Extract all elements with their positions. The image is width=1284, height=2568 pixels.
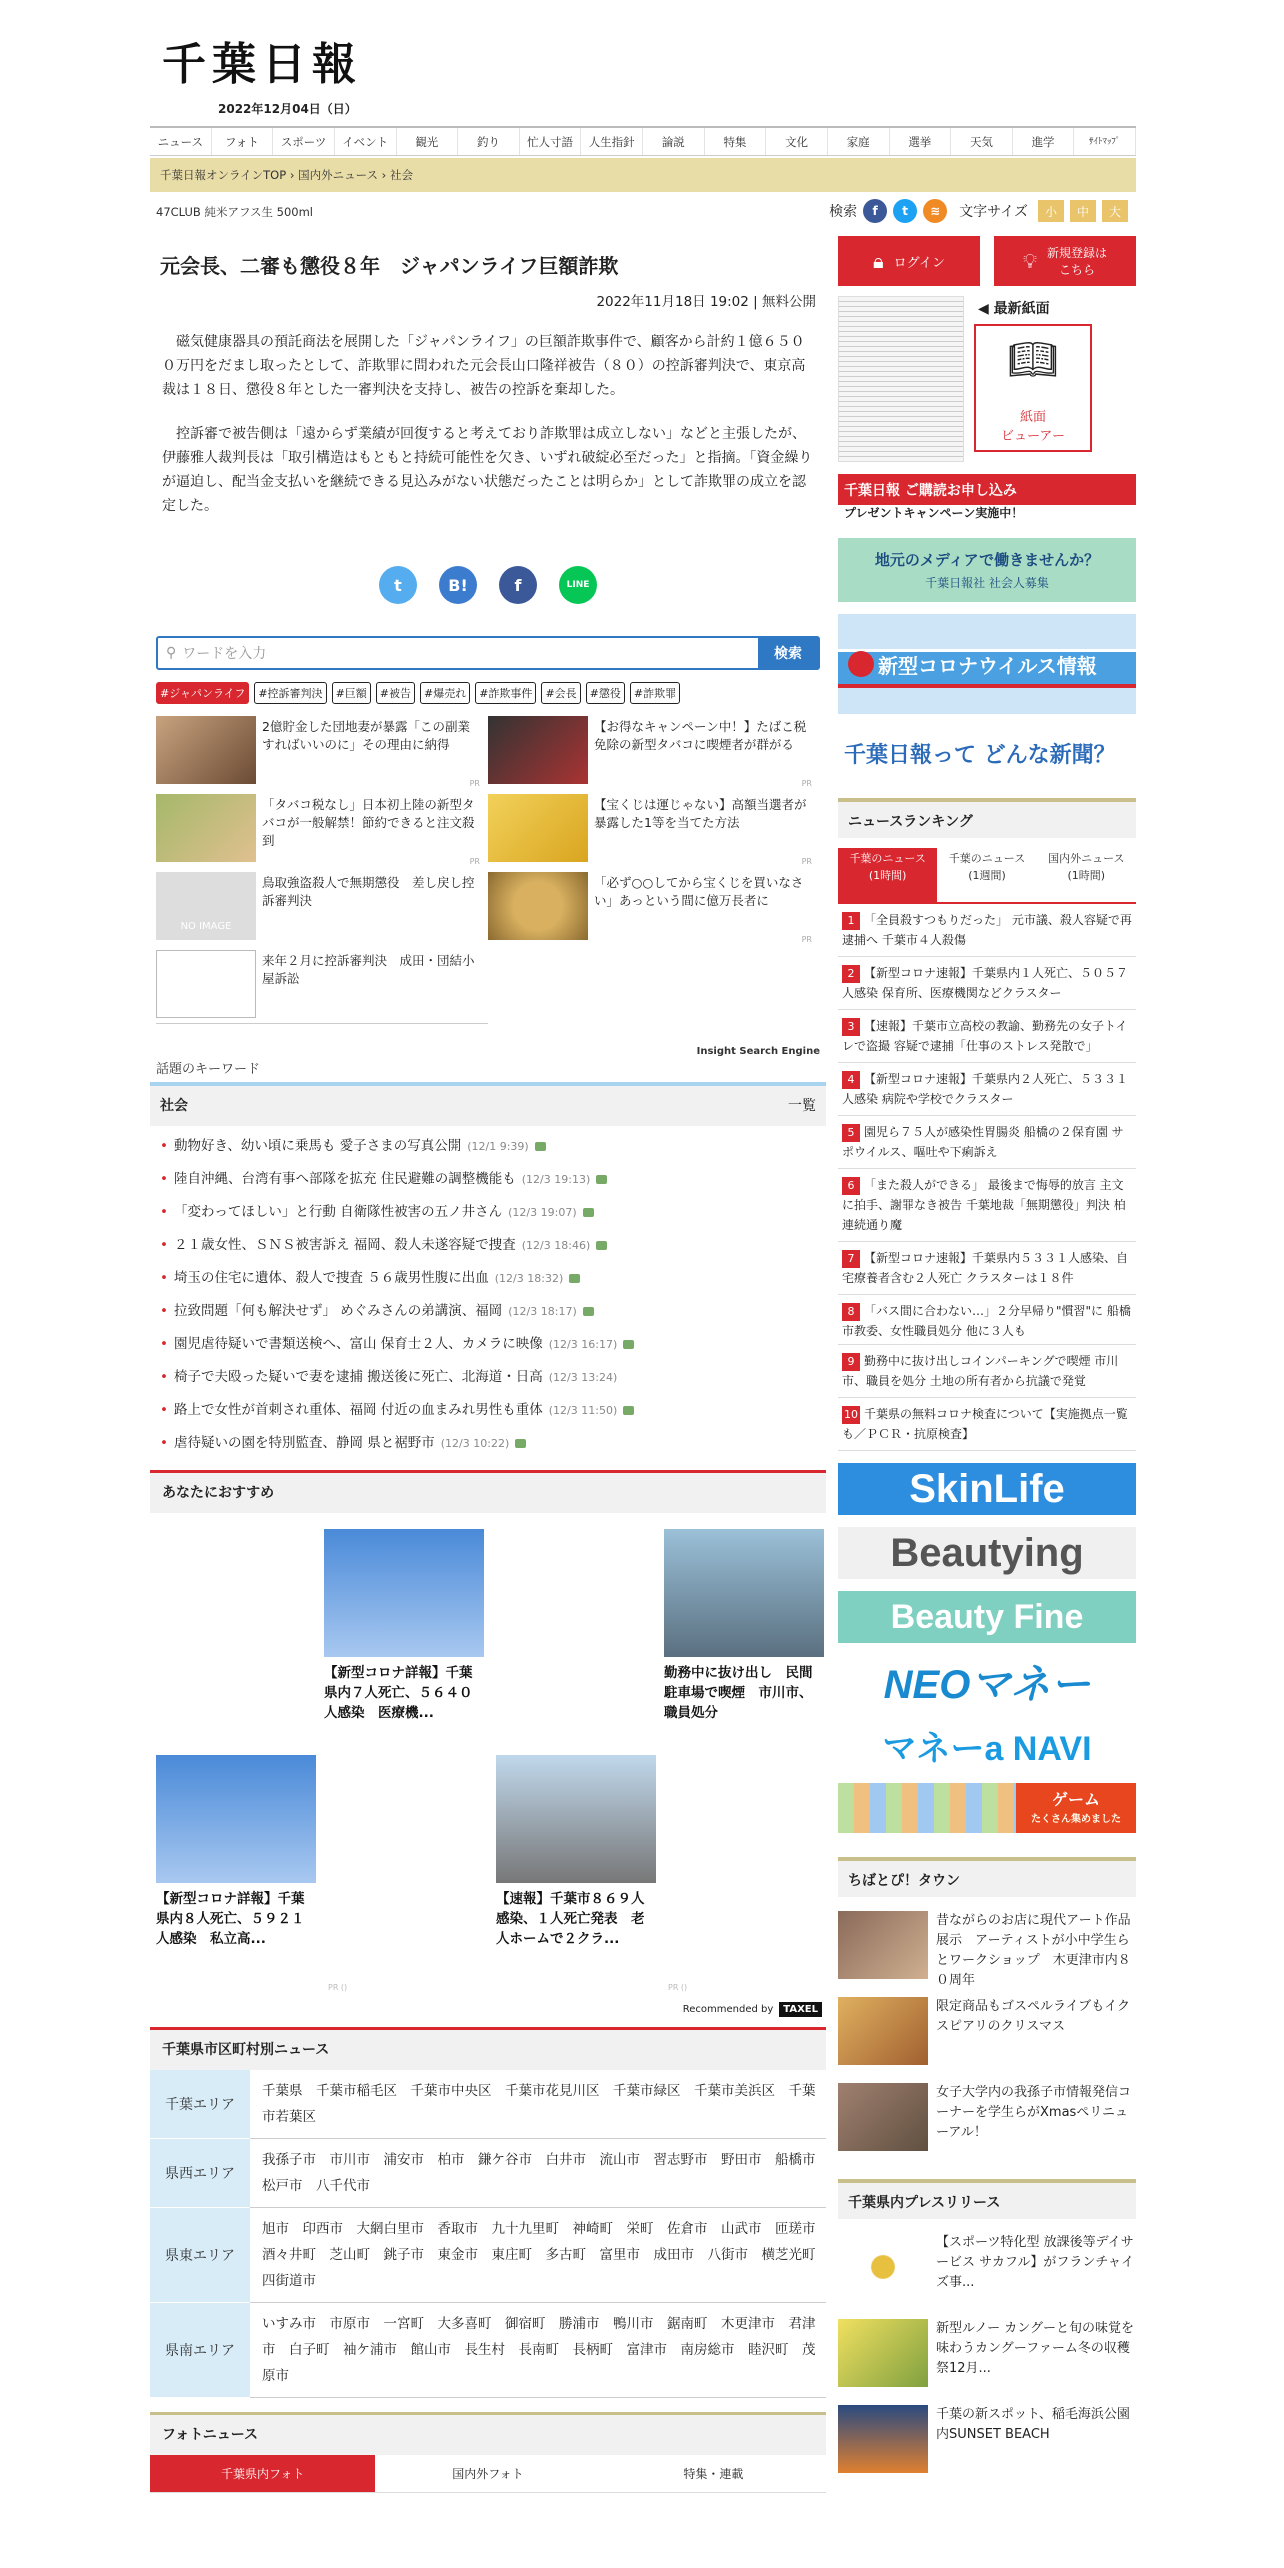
sidebar (838, 236, 1136, 2445)
news-item[interactable]: • 陸自沖縄、台湾有事へ部隊を拡充 住民避難の調整機能も (12/3 19:13) (160, 1163, 816, 1196)
thumbnail (156, 794, 256, 862)
nav-item[interactable]: 特集 (705, 128, 767, 155)
section-title: 千葉県内プレスリリース (838, 2179, 1136, 2219)
keyword-label: 話題のキーワード (156, 1062, 261, 1077)
town-item[interactable]: 女子大学内の我孫子市情報発信コーナーを学生らがXmasペリニューアル！ (838, 2083, 1136, 2155)
tab-chiba-hour[interactable]: 千葉のニュース (1時間) (838, 848, 937, 902)
article-body (150, 330, 826, 518)
recommend-credit: Recommended by TAXEL (683, 2002, 822, 2017)
breadcrumb-category[interactable]: 国内外ニュース (298, 168, 379, 182)
site-header (150, 0, 1136, 120)
press-item[interactable]: 千葉の新スポット、稲毛海浜公園内SUNSET BEACH (838, 2405, 1136, 2445)
tag[interactable]: #ジャパンライフ (156, 682, 249, 704)
share-twitter-icon[interactable]: t (379, 566, 417, 604)
article-date: 2022年11月18日 19:02 | 無料公開 (596, 294, 816, 310)
ad-banner-beautyfine[interactable]: Beauty Fine (838, 1591, 1136, 1643)
subscription-banner[interactable]: 千葉日報 ご購読お申し込み プレゼントキャンペーン実施中！ (838, 474, 1136, 526)
article-title: 元会長、二審も懲役８年 ジャパンライフ巨額詐欺 (160, 254, 619, 278)
share-buttons (150, 566, 826, 604)
nav-item[interactable]: 文化 (766, 128, 828, 155)
thumbnail (488, 872, 588, 940)
camera-icon (623, 1406, 634, 1415)
related-item[interactable]: NO IMAGE 鳥取強盗殺人で無期懲役 差し戻し控訴審判決 (156, 868, 488, 946)
press-item[interactable]: 【スポーツ特化型 放課後等デイサービス サカフル】がフランチャイズ事... (838, 2233, 1136, 2305)
text-ad[interactable]: 47CLUB 純米アフス生 500ml (156, 205, 314, 219)
more-link[interactable]: 一覧 (788, 1098, 816, 1114)
section-title: ちばとぴ！タウン (838, 1857, 1136, 1897)
camera-icon (623, 1340, 634, 1349)
fontsize-label: 文字サイズ (959, 204, 1028, 220)
utility-bar (150, 196, 1136, 226)
thumbnail (496, 1755, 656, 1883)
article-paragraph: 控訴審で被告側は「遠からず業績が回復すると考えており詐欺罪は成立しない」などと主張したが、伊藤雅人裁判長は「取引構造はもともと持続可能性を欠き、いずれ破綻必至だった」と指摘。「資金繰りが逼迫し、配当金支払いを継続できる見込みがない状態だったことは明らか」として詐欺罪の成立を認定した。 (162, 426, 813, 514)
keyword-tags (156, 682, 820, 704)
related-item[interactable]: 「必ず○○してから宝くじを買いなさい」あっという間に億万長者に PR (488, 868, 820, 946)
site-logo[interactable]: 千葉日報 (162, 39, 362, 90)
ranking-item[interactable]: 5 園児ら７５人が感染性胃腸炎 船橋の２保育園 サポウイルス、嘔吐や下痢訴え (838, 1116, 1136, 1169)
camera-icon (583, 1208, 594, 1217)
news-item[interactable]: • 園児虐待疑いで書類送検へ、富山 保育士２人、カメラに映像 (12/3 16:17) (160, 1328, 816, 1361)
related-item[interactable]: 【宝くじは運じゃない】高額当選者が暴露した1等を当てた方法 PR (488, 790, 820, 868)
news-item[interactable]: • 拉致問題「何も解決せず」 めぐみさんの弟講演、福岡 (12/3 18:17) (160, 1295, 816, 1328)
town-item[interactable]: 限定商品もゴスペルライブもイクスピアリのクリスマス (838, 1997, 1136, 2069)
tab-chiba-week[interactable]: 千葉のニュース (1週間) (948, 852, 1026, 882)
fontsize-large-button[interactable]: 大 (1102, 200, 1128, 222)
nav-item[interactable]: 選挙 (890, 128, 952, 155)
news-item[interactable]: • 動物好き、幼い頃に乗馬も 愛子さまの写真公開 (12/1 9:39) (160, 1130, 816, 1163)
tag[interactable]: #会長 (541, 682, 580, 704)
related-item[interactable]: 【お得なキャンペーン中！】たばこ税免除の新型タバコに喫煙者が群がる PR (488, 712, 820, 790)
newspaper-thumbnail[interactable] (838, 296, 964, 462)
related-item[interactable]: 2億貯金した団地妻が暴露「この副業すればいいのに」その理由に納得 PR (156, 712, 488, 790)
tag[interactable]: #詐欺罪 (630, 682, 680, 704)
article-paragraph: 磁気健康器具の預託商法を展開した「ジャパンライフ」の巨額詐欺事件で、顧客から計約１億６５００万円をだまし取ったとして、詐欺罪に問われた元会長山口隆祥被告（８０）の控訴審判決で、東京高裁は１８日、懲役８年とした一審判決を支持し、被告の控訴を棄却した。 (162, 334, 806, 398)
latest-edition-label: ◀ 最新紙面 (978, 301, 1050, 317)
tag[interactable]: #懲役 (586, 682, 625, 704)
ad-banner-skinlife[interactable]: SkinLife (838, 1463, 1136, 1515)
area-label: 県東エリア (150, 2208, 250, 2303)
section-title: フォトニュース (150, 2415, 826, 2455)
nav-item[interactable]: ニュース (150, 128, 212, 155)
ad-banner-moneyanavi[interactable]: マネーa NAVI (882, 1729, 1092, 1768)
nav-item[interactable]: イベント (335, 128, 397, 155)
twitter-icon[interactable]: t (893, 199, 917, 223)
reader-icon: 📖︎ (1007, 337, 1059, 383)
city-news-section (150, 2027, 829, 2398)
related-articles (156, 712, 820, 1024)
share-line-icon[interactable]: LINE (559, 566, 597, 604)
camera-icon (596, 1175, 607, 1184)
ad-banner-beautying[interactable]: Beautying (838, 1527, 1136, 1579)
search-input[interactable]: ⚲ ワードを入力 (166, 645, 267, 662)
area-label: 県南エリア (150, 2303, 250, 2398)
thumbnail (488, 716, 588, 784)
nav-item[interactable]: フォト (212, 128, 274, 155)
search-link[interactable]: 検索 (829, 204, 858, 220)
lock-icon: 🔒︎ (873, 249, 884, 273)
nav-item[interactable]: ｻｲﾄﾏｯﾌﾟ (1074, 128, 1136, 155)
tab-domestic-hour[interactable]: 国内外ニュース (1時間) (1048, 852, 1125, 882)
thumbnail (156, 950, 256, 1018)
section-title: ニュースランキング (838, 798, 1136, 838)
ranking-list (838, 902, 1136, 1451)
related-item[interactable]: 来年２月に控訴審判決 成田・団結小屋訴訟 (156, 946, 488, 1024)
rss-icon[interactable]: ≋ (923, 199, 947, 223)
section-title: 社会 (160, 1098, 188, 1114)
thumbnail (488, 794, 588, 862)
city-links[interactable]: 我孫子市 市川市 浦安市 柏市 鎌ケ谷市 白井市 流山市 習志野市 野田市 船橋市 松戸市 八千代市 (250, 2139, 826, 2208)
ranking-item[interactable]: 1 「全員殺すつもりだった」 元市議、殺人容疑で再逮捕へ 千葉市４人殺傷 (838, 904, 1136, 957)
nav-item[interactable]: 論説 (643, 128, 705, 155)
global-nav (150, 126, 1136, 156)
tag[interactable]: #控訴審判決 (254, 682, 326, 704)
nav-item[interactable]: 忙人寸語 (520, 128, 582, 155)
nav-item[interactable]: 天気 (951, 128, 1013, 155)
share-facebook-icon[interactable]: f (499, 566, 537, 604)
area-label: 県西エリア (150, 2139, 250, 2208)
viewer-button[interactable]: 📖︎ 紙面 ビューアー (974, 324, 1092, 452)
city-links[interactable]: 千葉県 千葉市稲毛区 千葉市中央区 千葉市花見川区 千葉市緑区 千葉市美浜区 千葉市若葉区 (250, 2070, 826, 2139)
tag[interactable]: #爆売れ (420, 682, 470, 704)
nav-item[interactable]: 観光 (397, 128, 459, 155)
recommend-item[interactable]: 勤務中に抜け出し 民間駐車場で喫煙 市川市、職員処分 (664, 1529, 824, 1723)
ranking-item[interactable]: 6 「また殺人ができる」 最後まで悔辱的放言 主文に拍手、謝罪なき被告 千葉地裁「無期懲役」判決 柏連続通り魔 (838, 1169, 1136, 1242)
search-engine-credit: Insight Search Engine (696, 1046, 820, 1057)
fontsize-small-button[interactable]: 小 (1038, 200, 1064, 222)
recommend-item[interactable]: 【速報】千葉市８６９人感染、１人死亡発表 老人ホームで２クラ... (496, 1755, 656, 1949)
breadcrumb: 千葉日報オンラインTOP › 国内外ニュース › 社会 (150, 158, 1136, 192)
press-item[interactable]: 新型ルノー カングーと旬の味覚を味わうカングーファーム冬の収穫祭12月... (838, 2319, 1136, 2391)
register-button[interactable]: 💡︎ 新規登録は こちら (994, 236, 1136, 286)
share-hatena-icon[interactable]: B! (439, 566, 477, 604)
search-icon: ⚲ (166, 645, 177, 661)
camera-icon (583, 1307, 594, 1316)
thumbnail (324, 1529, 484, 1657)
no-image-placeholder: NO IMAGE (156, 872, 256, 940)
search-button[interactable]: 検索 (758, 638, 818, 668)
news-item[interactable]: • 埼玉の住宅に遺体、殺人で捜査 ５６歳男性腹に出血 (12/3 18:32) (160, 1262, 816, 1295)
ranking-item[interactable]: 9 勤務中に抜け出しコインパーキングで喫煙 市川市、職員を処分 土地の所有者から抗議で発覚 (838, 1345, 1136, 1398)
news-item[interactable]: • 路上で女性が首刺され重体、福岡 付近の血まみれ男性も重体 (12/3 11:50) (160, 1394, 816, 1427)
thumbnail (156, 1755, 316, 1883)
camera-icon (535, 1142, 546, 1151)
news-item[interactable]: • ２１歳女性、ＳＮＳ被害訴え 福岡、殺人未遂容疑で捜査 (12/3 18:46) (160, 1229, 816, 1262)
site-search (156, 636, 820, 670)
related-item[interactable]: 「タバコ税なし」日本初上陸の新型タバコが一般解禁！節約できると注文殺到 PR (156, 790, 488, 868)
nav-item[interactable]: 家庭 (828, 128, 890, 155)
ranking-item[interactable]: 7 【新型コロナ速報】千葉県内５３３１人感染、自宅療養者含む２人死亡 クラスターは１８件 (838, 1242, 1136, 1295)
nav-item[interactable]: 人生指針 (581, 128, 643, 155)
breadcrumb-current[interactable]: 社会 (389, 168, 413, 182)
tag[interactable]: #詐欺事件 (475, 682, 536, 704)
nav-item[interactable]: 進学 (1013, 128, 1075, 155)
tab-feature-photo[interactable]: 特集・連載 (601, 2455, 826, 2493)
main-column (150, 236, 829, 2493)
nav-item[interactable]: 釣り (458, 128, 520, 155)
current-date: 2022年12月04日（日） (218, 102, 357, 116)
ranking-item[interactable]: 8 「バス間に合わない…」２分早帰り"慣習"に 船橋市教委、女性職員処分 他に３人も (838, 1295, 1136, 1345)
login-button[interactable]: 🔒︎ ログイン (838, 236, 980, 286)
news-item[interactable]: • 椅子で夫殴った疑いで妻を逮捕 搬送後に死亡、北海道・日高 (12/3 13:24) (160, 1361, 816, 1394)
photo-news-section (150, 2412, 826, 2493)
shakai-section (150, 1082, 826, 1464)
recruit-banner[interactable]: 地元のメディアで働きませんか？ 千葉日報社 社会人募集 (838, 538, 1136, 602)
lightbulb-icon: 💡︎ (1022, 249, 1037, 273)
virus-icon (848, 651, 874, 677)
thumbnail (664, 1529, 824, 1657)
area-label: 千葉エリア (150, 2070, 250, 2139)
tab-domestic-photo[interactable]: 国内外フォト (375, 2455, 600, 2493)
section-title: 千葉県市区町村別ニュース (150, 2030, 826, 2070)
about-banner[interactable]: 千葉日報って どんな新聞？ (844, 742, 1116, 768)
covid-banner[interactable]: 新型コロナウイルス情報 (838, 614, 1136, 714)
camera-icon (515, 1439, 526, 1448)
city-links[interactable]: いすみ市 市原市 一宮町 大多喜町 御宿町 勝浦市 鴨川市 鋸南町 木更津市 君津市 白子町 袖ケ浦市 館山市 長生村 長南町 長柄町 富津市 南房総市 睦沢町 茂原市 (250, 2303, 826, 2398)
section-title: あなたにおすすめ (150, 1473, 826, 1513)
ranking-item[interactable]: 10 千葉県の無料コロナ検査について【実施拠点一覧も／ＰＣＲ・抗原検査】 (838, 1398, 1136, 1451)
tag[interactable]: #被告 (376, 682, 415, 704)
facebook-icon[interactable]: f (863, 199, 887, 223)
fontsize-medium-button[interactable]: 中 (1070, 200, 1096, 222)
news-item[interactable]: • 「変わってほしい」と行動 自衛隊性被害の五ノ井さん (12/3 19:07) (160, 1196, 816, 1229)
thumbnail (156, 716, 256, 784)
breadcrumb-top[interactable]: 千葉日報オンラインTOP (160, 168, 287, 182)
ranking-item[interactable]: 3 【速報】千葉市立高校の教諭、勤務先の女子トイレで盗撮 容疑で逮捕「仕事のストレス発散で」 (838, 1010, 1136, 1063)
recommend-item[interactable]: 【新型コロナ詳報】千葉県内８人死亡、５９２１人感染 私立高... (156, 1755, 316, 1949)
town-item[interactable]: 昔ながらのお店に現代アート作品展示 アーティストが小中学生らとワークショップ 木更津市内８０周年 (838, 1911, 1136, 1983)
recommend-section: あなたにおすすめ 【新型コロナ詳報】千葉県内７人死亡、５６４０人感染 医療機... 勤務中に抜け出し 民間駐車場で喫煙 市川市、職員処分 【新型コロナ詳報】千葉県内８人死亡、５９２１人感染 私立高... 【速報】千葉市８６９人感染、１人死亡発表 老人ホームで２クラ... PR () PR () Recommended by TAXEL (150, 1470, 826, 2023)
tag[interactable]: #巨額 (332, 682, 371, 704)
news-item[interactable]: • 虐待疑いの園を特別監査、静岡 県と裾野市 (12/3 10:22) (160, 1427, 816, 1460)
city-links[interactable]: 旭市 印西市 大網白里市 香取市 九十九里町 神崎町 栄町 佐倉市 山武市 匝瑳市 酒々井町 芝山町 銚子市 東金市 東庄町 多古町 富里市 成田市 八街市 横芝光町 四街道市 (250, 2208, 826, 2303)
tab-prefecture-photo[interactable]: 千葉県内フォト (150, 2455, 375, 2493)
camera-icon (569, 1274, 580, 1283)
nav-item[interactable]: スポーツ (273, 128, 335, 155)
recommend-item[interactable]: 【新型コロナ詳報】千葉県内７人死亡、５６４０人感染 医療機... (324, 1529, 484, 1723)
ranking-item[interactable]: 2 【新型コロナ速報】千葉県内１人死亡、５０５７人感染 保育所、医療機関などクラスター (838, 957, 1136, 1010)
camera-icon (596, 1241, 607, 1250)
ad-banner-neomoney[interactable]: NEOマネー (883, 1662, 1091, 1707)
ranking-item[interactable]: 4 【新型コロナ速報】千葉県内２人死亡、５３３１人感染 病院や学校でクラスター (838, 1063, 1136, 1116)
trending-keywords (156, 1032, 820, 1076)
game-banner[interactable]: ゲーム たくさん集めました (838, 1783, 1136, 1833)
